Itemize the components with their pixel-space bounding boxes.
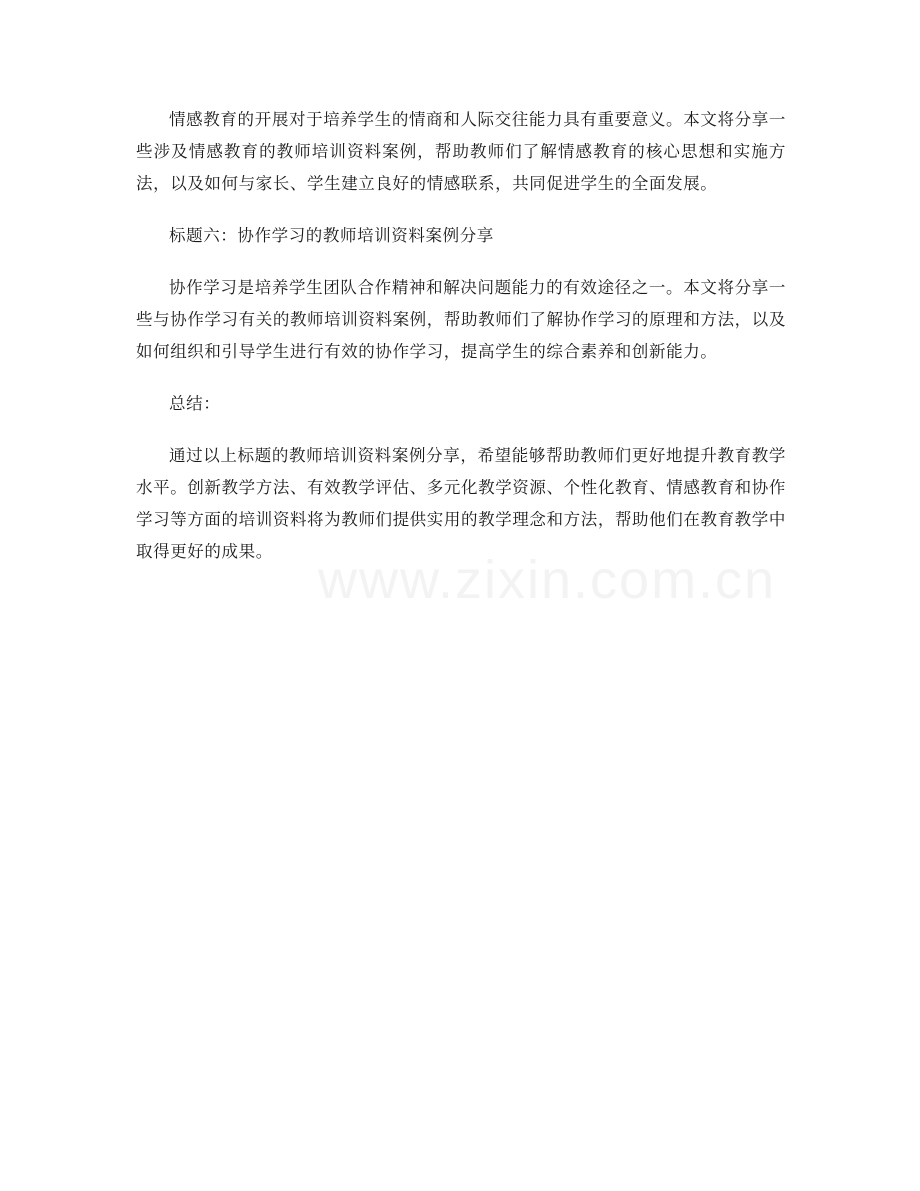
watermark-text: www.zixin.com.cn [318, 550, 777, 610]
summary-heading: 总结： [169, 394, 221, 413]
document-body [136, 104, 786, 588]
paragraph-emotion-education: 情感教育的开展对于培养学生的情商和人际交往能力具有重要意义。本文将分享一些涉及情感教育的教师培训资料案例，帮助教师们了解情感教育的核心思想和实施方法，以及如何与家长、学生建立良好的情感联系，共同促进学生的全面发展。 [136, 110, 786, 193]
section-six-heading: 标题六：协作学习的教师培训资料案例分享 [169, 226, 494, 245]
summary-body: 通过以上标题的教师培训资料案例分享，希望能够帮助教师们更好地提升教育教学水平。创新教学方法、有效教学评估、多元化教学资源、个性化教育、情感教育和协作学习等方面的培训资料将为教师们提供实用的教学理念和方法，帮助他们在教育教学中取得更好的成果。 [136, 446, 786, 561]
section-six-body: 协作学习是培养学生团队合作精神和解决问题能力的有效途径之一。本文将分享一些与协作学习有关的教师培训资料案例，帮助教师们了解协作学习的原理和方法，以及如何组织和引导学生进行有效的协作学习，提高学生的综合素养和创新能力。 [136, 278, 786, 361]
